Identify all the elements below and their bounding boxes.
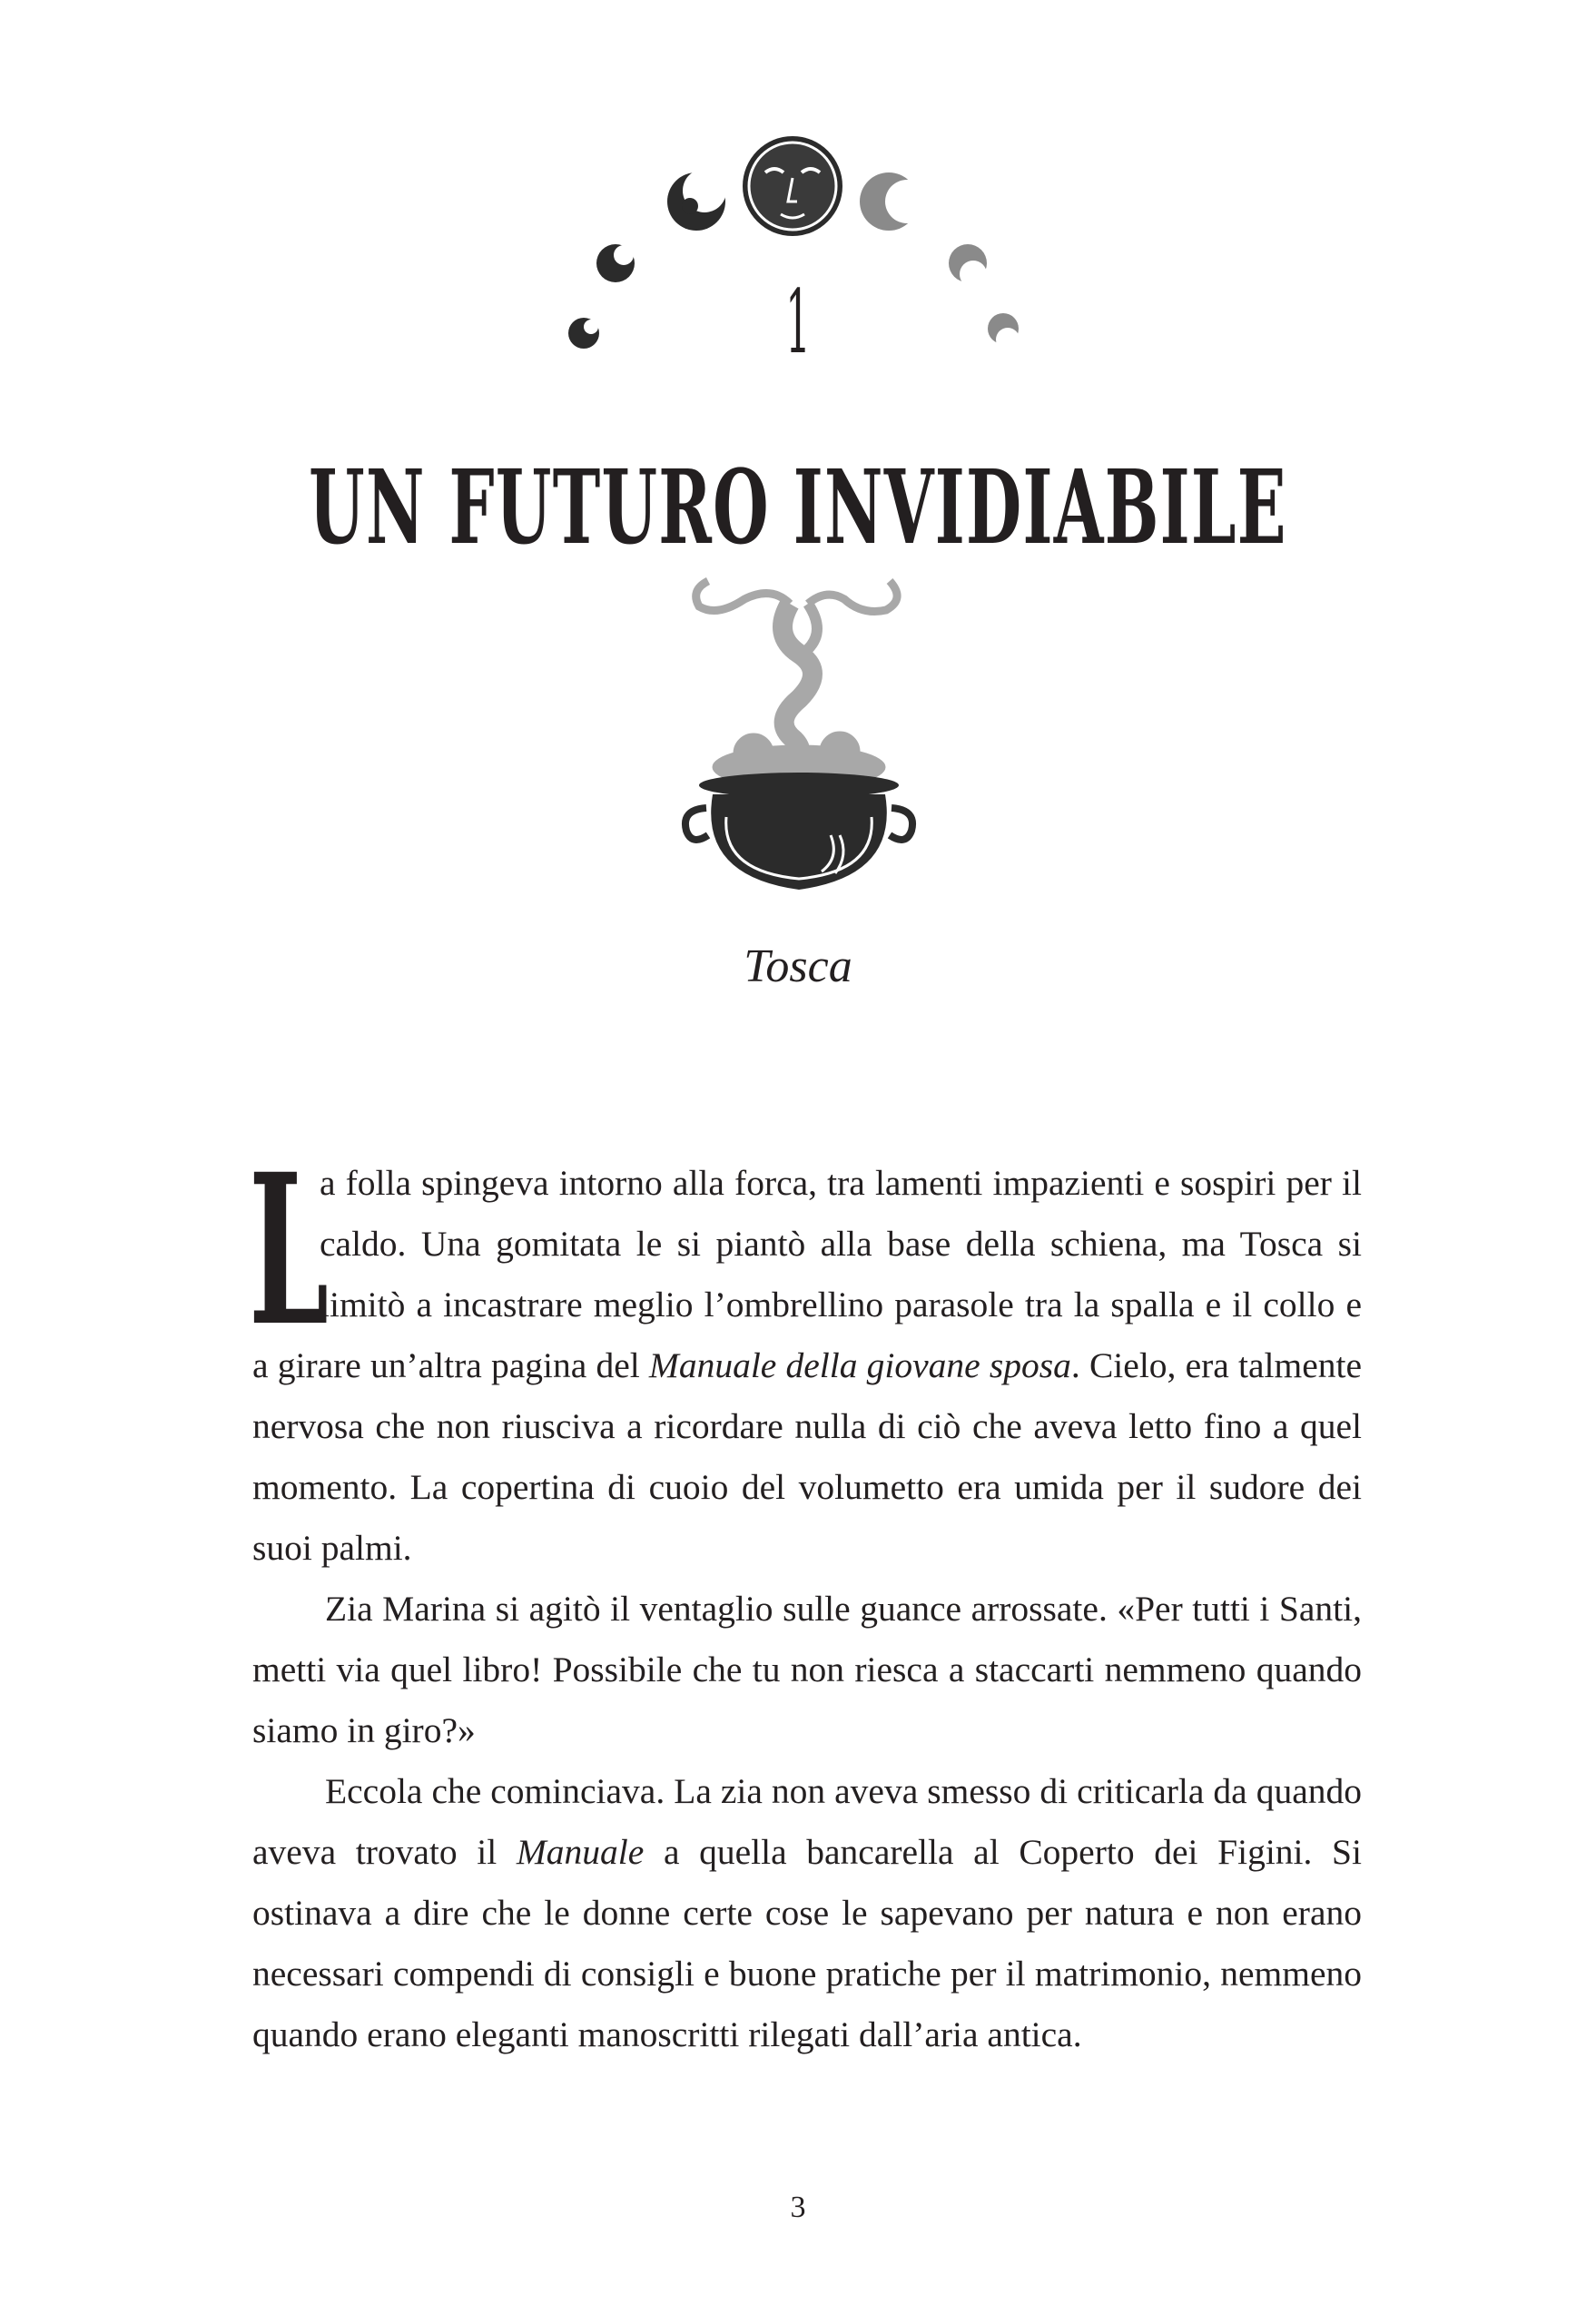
drop-cap: L [249, 1128, 330, 1372]
paragraph-text: a quella bancarella al Coperto dei Figini. Si ostinava a dire che le donne certe cose le sapevano per natura e non erano necessari compendi di consigli e buone pratiche per il matrimonio, nemmeno quando erano eleganti manoscritti rilegati dall’aria antica. [252, 1832, 1362, 2054]
moon-dark-large-icon [667, 169, 726, 231]
cauldron-icon [672, 563, 926, 908]
pov-character-name: Tosca [744, 940, 852, 992]
book-title: Manuale [516, 1832, 645, 1872]
body-text [249, 1128, 1362, 2065]
full-moon-face-icon [743, 136, 842, 236]
paragraph-text: . Cielo, era talmente nervosa che non riusciva a ricordare nulla di ciò che aveva letto fino a quel momento. La copertina di cuoio del volumetto era umida per il sudore dei suoi palmi. [252, 1345, 1362, 1568]
paragraph [252, 1761, 1362, 2065]
chapter-number: 1 [785, 271, 811, 373]
paragraph: Zia Marina si agitò il ventaglio sulle guance arrossate. «Per tutti i Santi, metti via quel libro! Possibile che tu non riesca a staccarti nemmeno quando siamo in giro?» [252, 1589, 1362, 1750]
paragraph-text: Eccola che cominciava. La zia non aveva smesso di criticarla da quando aveva trovato il [252, 1771, 1362, 1872]
book-title: Manuale della giovane sposa [648, 1345, 1071, 1385]
pot-body-icon [685, 773, 912, 890]
moon-grey-large-icon [860, 172, 929, 231]
smoke-icon [696, 581, 897, 789]
page-number: 3 [790, 2191, 806, 2224]
chapter-title: UN FUTURO INVIDIABILE [309, 448, 1287, 567]
paragraph-text: a folla spingeva intorno alla forca, tra lamenti impazienti e sospiri per il caldo. Una gomitata le si piantò alla base della schiena, ma Tosca si limitò a incastrare meglio l’ombrellino parasole tra la spalla e il collo e a girare un’altra pagina del [252, 1163, 1362, 1385]
paragraph [249, 1128, 1362, 1579]
